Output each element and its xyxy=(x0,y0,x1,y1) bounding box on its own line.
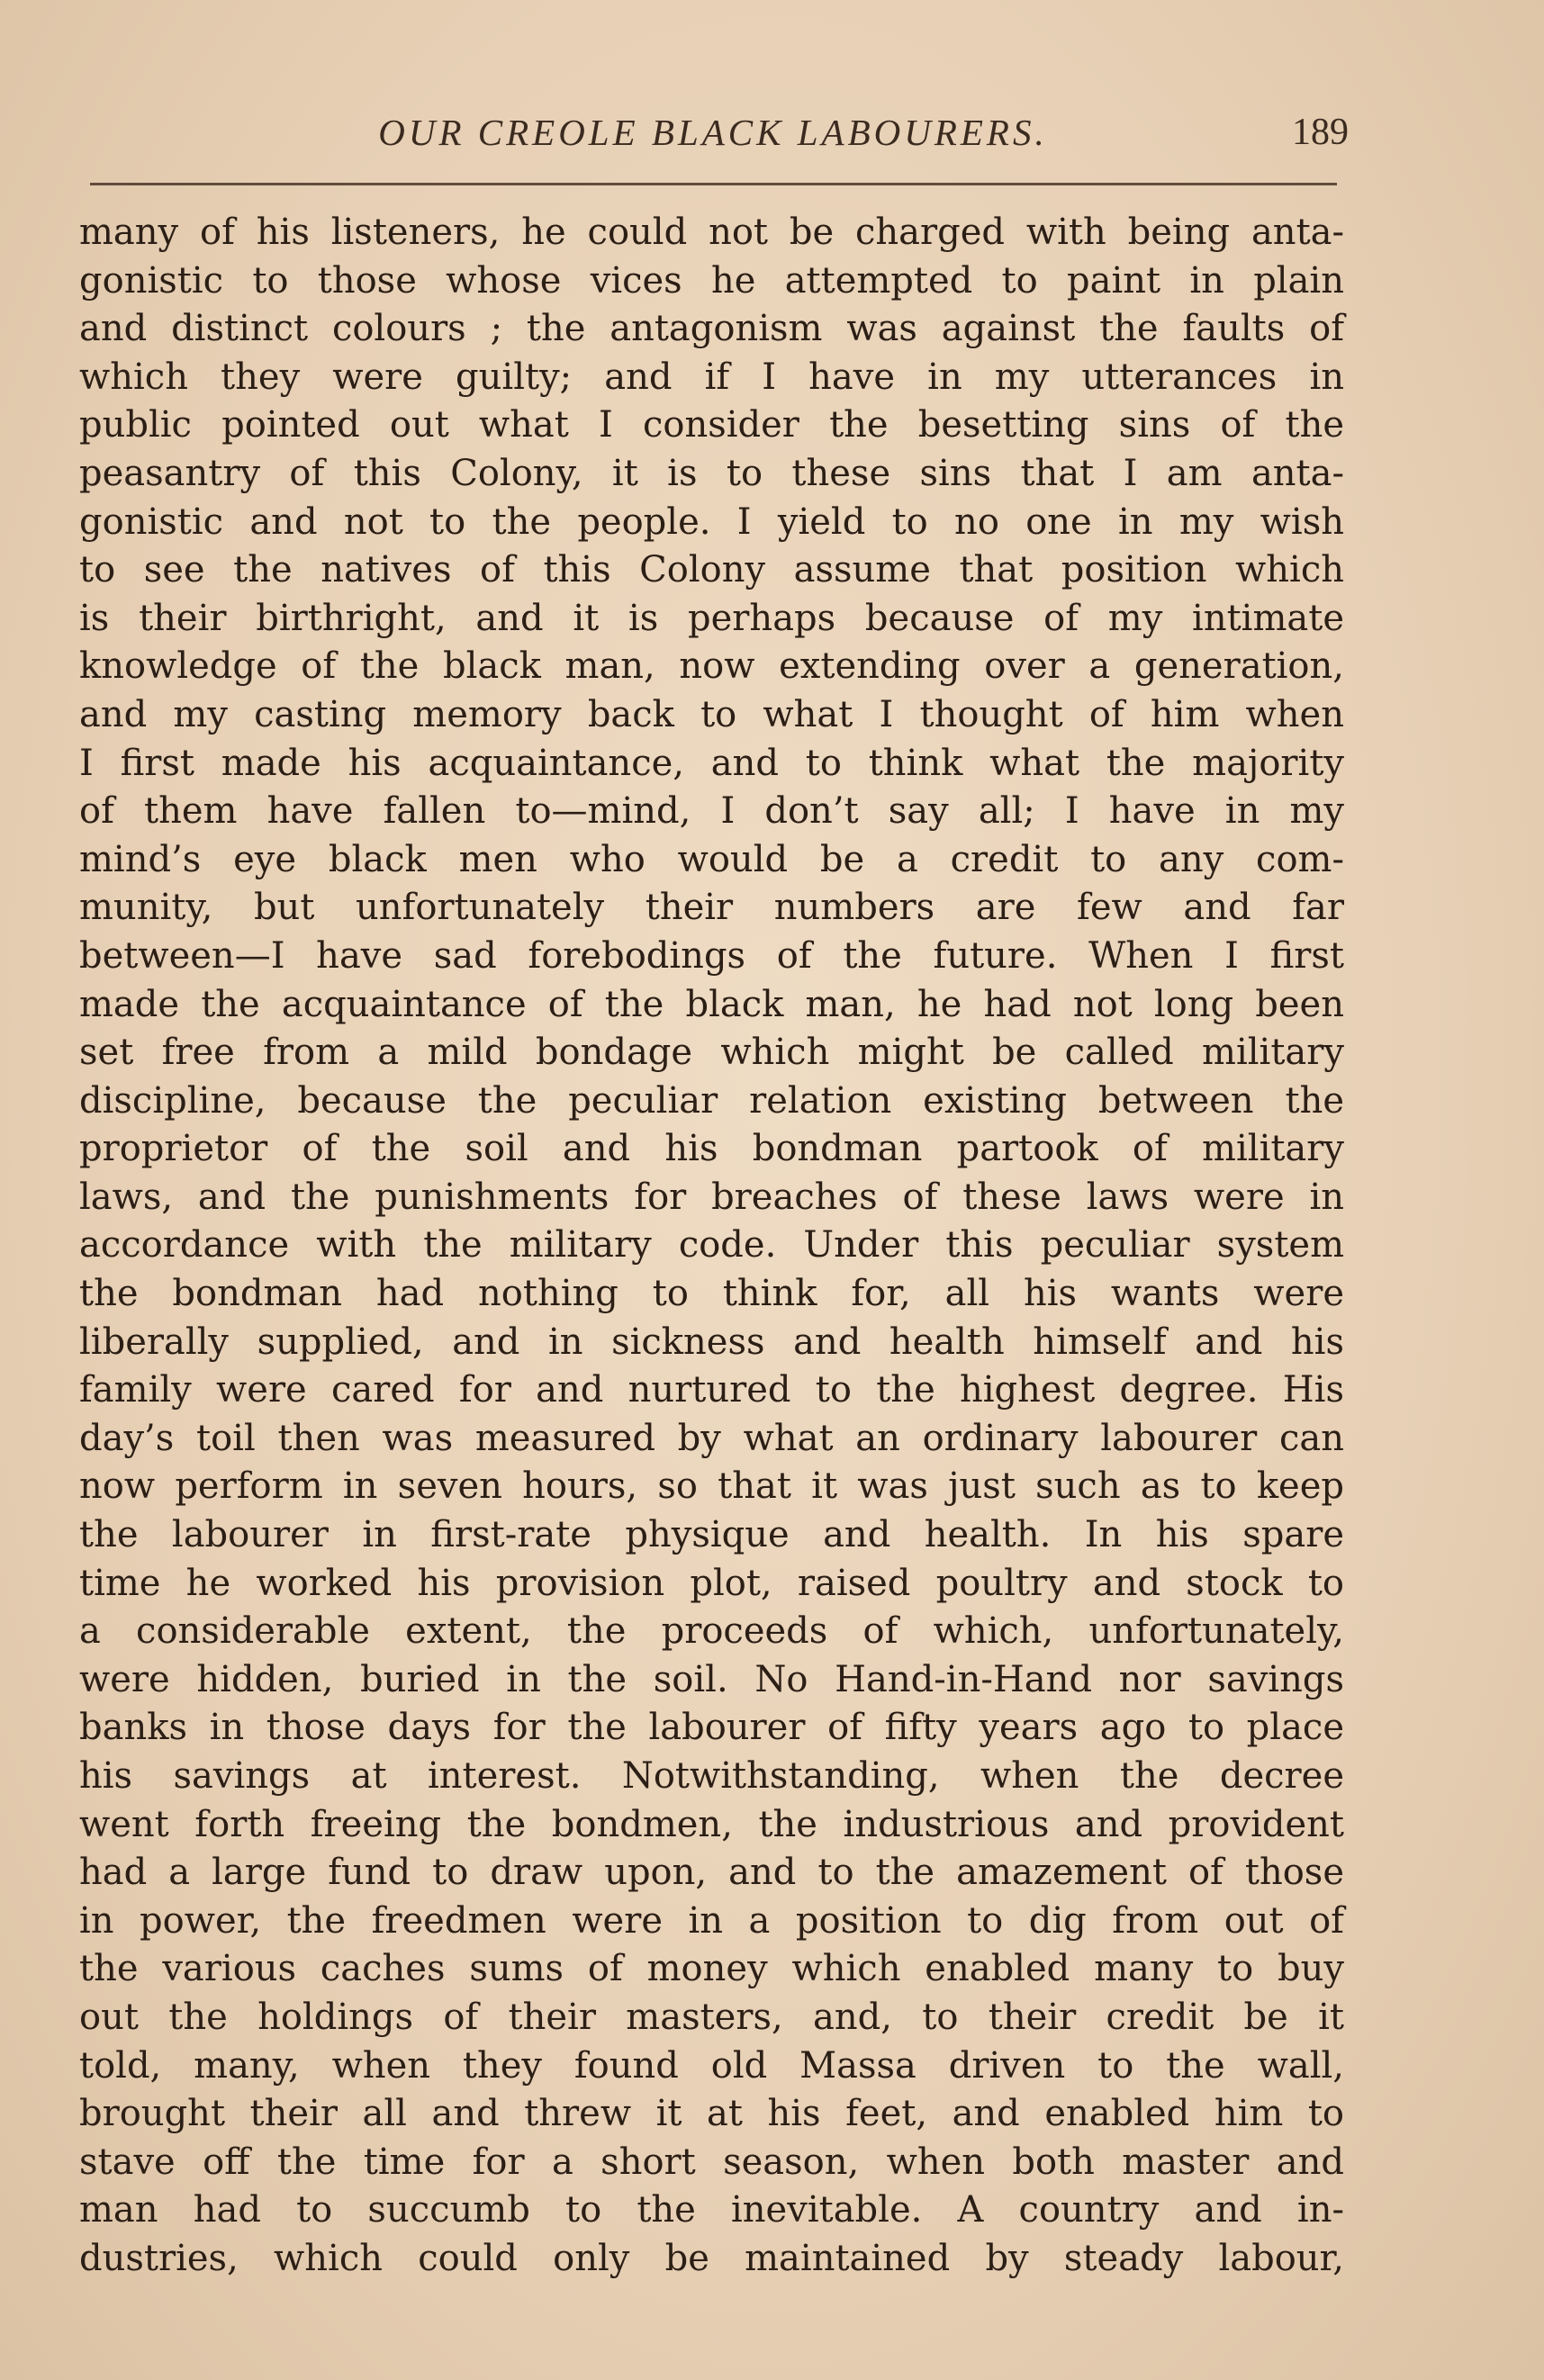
running-head xyxy=(77,101,1349,164)
text-line: munity, but unfortunately their numbers are few and far xyxy=(79,887,1344,929)
text-line: liberally supplied, and in sickness and health himself and his xyxy=(79,1321,1344,1363)
text-line: mind’s eye black men who would be a credit to any com- xyxy=(79,838,1344,880)
text-line: told, many, when they found old Massa driven to the wall, xyxy=(79,2044,1344,2087)
text-line: is their birthright, and it is perhaps because of my intimate xyxy=(79,597,1344,639)
text-line: gonistic and not to the people. I yield to no one in my wish xyxy=(79,500,1344,543)
text-line: family were cared for and nurtured to the highest degree. His xyxy=(79,1369,1344,1411)
text-line: his savings at interest. Notwithstanding, when the decree xyxy=(79,1755,1344,1797)
text-line: brought their all and threw it at his feet, and enabled him to xyxy=(79,2093,1344,2135)
text-line: man had to succumb to the inevitable. A country and in- xyxy=(79,2189,1344,2231)
text-line: knowledge of the black man, now extending over a generation, xyxy=(79,645,1344,688)
text-line: I first made his acquaintance, and to think what the majority xyxy=(79,742,1344,784)
text-line: had a large fund to draw upon, and to the amazement of those xyxy=(79,1852,1344,1894)
text-line: out the holdings of their masters, and, to their credit be it xyxy=(79,1996,1344,2038)
text-line: a considerable extent, the proceeds of which, unfortunately, xyxy=(79,1610,1344,1653)
text-line: time he worked his provision plot, raised poultry and stock to xyxy=(79,1562,1344,1604)
text-line: went forth freeing the bondmen, the industrious and provident xyxy=(79,1803,1344,1845)
header-rule xyxy=(90,183,1337,185)
running-title: OUR CREOLE BLACK LABOURERS. xyxy=(378,112,1048,153)
text-line: which they were guilty; and if I have in my utterances in xyxy=(79,356,1344,398)
text-line: between—I have sad forebodings of the future. When I first xyxy=(79,934,1344,977)
text-line: now perform in seven hours, so that it was just such as to keep xyxy=(79,1465,1344,1508)
text-line: and distinct colours ; the antagonism was against the faults of xyxy=(79,308,1344,350)
text-line: proprietor of the soil and his bondman partook of military xyxy=(79,1128,1344,1170)
text-line: set free from a mild bondage which might be called military xyxy=(79,1032,1344,1074)
text-line: the labourer in first-rate physique and health. In his spare xyxy=(79,1514,1344,1556)
text-line: the bondman had nothing to think for, all his wants were xyxy=(79,1273,1344,1315)
text-line: of them have fallen to—mind, I don’t say all; I have in my xyxy=(79,790,1344,833)
text-line: day’s toil then was measured by what an ordinary labourer can xyxy=(79,1417,1344,1459)
text-line: to see the natives of this Colony assume that position which xyxy=(79,549,1344,591)
text-line: discipline, because the peculiar relation existing between the xyxy=(79,1079,1344,1122)
text-line: laws, and the punishments for breaches of these laws were in xyxy=(79,1176,1344,1218)
text-line: in power, the freedmen were in a position to dig from out of xyxy=(79,1899,1344,1942)
text-line: and my casting memory back to what I thought of him when xyxy=(79,693,1344,735)
page-number: 189 xyxy=(1292,112,1349,153)
text-line: the various caches sums of money which enabled many to buy xyxy=(79,1948,1344,1990)
text-line: accordance with the military code. Under this peculiar system xyxy=(79,1224,1344,1267)
text-line: gonistic to those whose vices he attempted to paint in plain xyxy=(79,259,1344,302)
text-line: peasantry of this Colony, it is to these sins that I am anta- xyxy=(79,452,1344,494)
text-line: stave off the time for a short season, when both master and xyxy=(79,2141,1344,2183)
text-line: public pointed out what I consider the besetting sins of the xyxy=(79,404,1344,446)
body-text xyxy=(79,209,1344,2284)
text-line: made the acquaintance of the black man, he had not long been xyxy=(79,983,1344,1025)
text-line: many of his listeners, he could not be charged with being anta- xyxy=(79,212,1344,253)
text-line: banks in those days for the labourer of fifty years ago to place xyxy=(79,1707,1344,1749)
text-line: were hidden, buried in the soil. No Hand-in-Hand nor savings xyxy=(79,1658,1344,1700)
text-line: dustries, which could only be maintained by steady labour, xyxy=(79,2237,1344,2279)
